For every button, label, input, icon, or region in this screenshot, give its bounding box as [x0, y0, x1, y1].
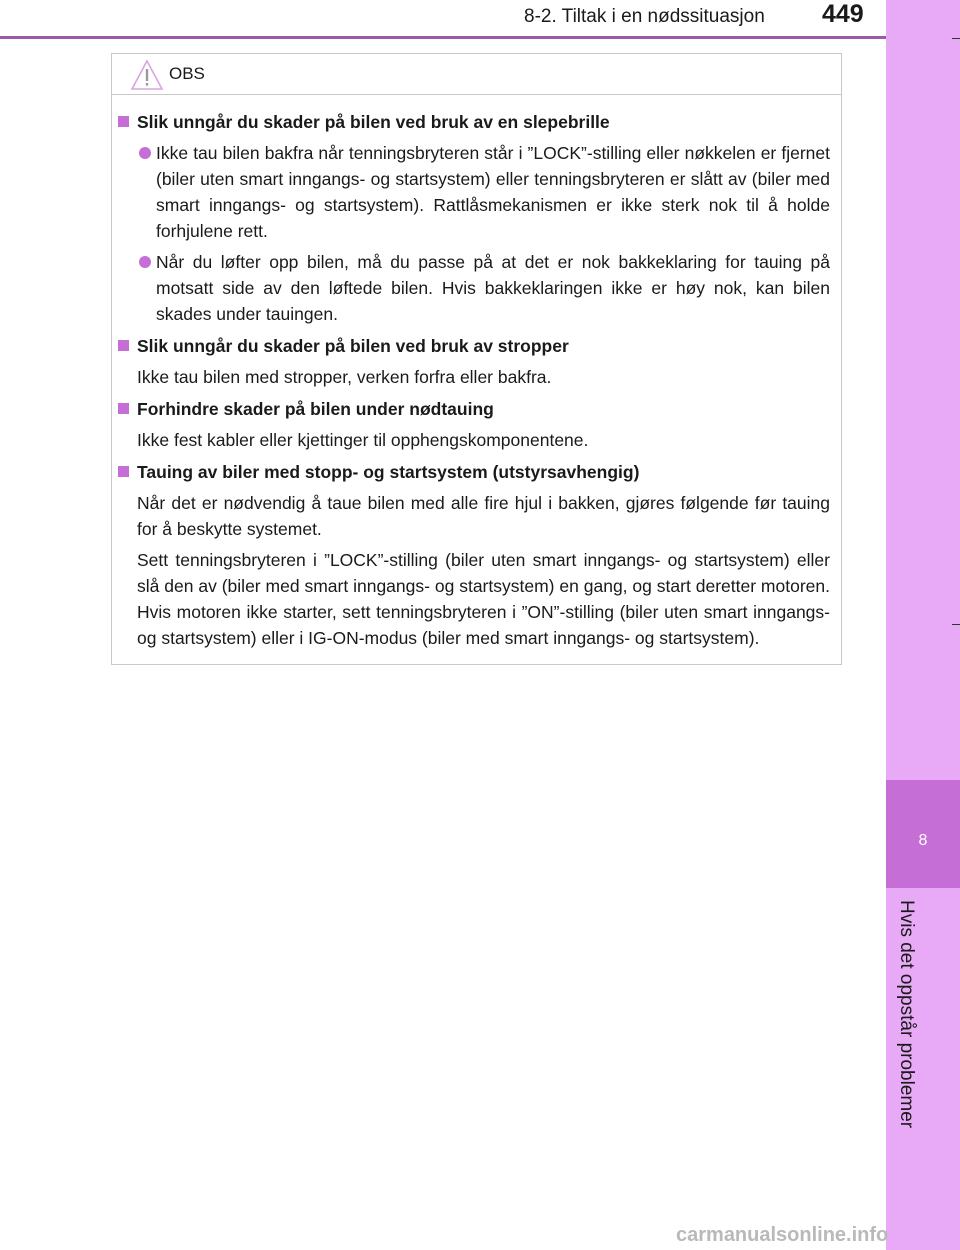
chapter-title: Hvis det oppstår problemer — [896, 900, 917, 1129]
warning-section — [112, 333, 841, 390]
list-item — [112, 140, 841, 244]
section-title — [112, 459, 841, 485]
round-bullet-icon — [139, 256, 151, 268]
page-number: 449 — [822, 0, 864, 28]
section-title-text: Slik unngår du skader på bilen ved bruk av en slepebrille — [137, 112, 610, 132]
header-divider — [0, 36, 886, 39]
paragraph: Ikke tau bilen med stropper, verken forfra eller bakfra. — [137, 367, 552, 387]
watermark: carmanualsonline.info — [676, 1224, 889, 1246]
section-header: 8-2. Tiltak i en nødssituasjon — [524, 6, 765, 27]
crop-mark — [952, 38, 960, 39]
warning-box — [111, 53, 842, 665]
section-title-text: Slik unngår du skader på bilen ved bruk av stropper — [137, 336, 569, 356]
warning-content — [112, 109, 841, 657]
section-title-text: Forhindre skader på bilen under nødtauing — [137, 399, 494, 419]
section-title — [112, 109, 841, 135]
square-bullet-icon — [118, 340, 129, 351]
warning-section — [112, 396, 841, 453]
square-bullet-icon — [118, 403, 129, 414]
warning-header — [112, 54, 841, 95]
warning-section — [112, 109, 841, 327]
section-title — [112, 396, 841, 422]
list-item-text: Når du løfter opp bilen, må du passe på at det er nok bakkeklaring for tauing på motsatt side av den løftede bilen. Hvis bakkeklaringen ikke er høy nok, kan bilen skades under tauingen. — [156, 252, 830, 324]
paragraph: Sett tenningsbryteren i ”LOCK”-stilling (biler uten smart inngangs- og startsystem) eller slå den av (biler med smart inngangs- og startsystem) en gang, og start deretter motoren. Hvis motoren ikke starter, sett tenningsbryteren i ”ON”-stilling (biler uten smart inngangs- og startsystem) eller i IG-ON-modus (biler med smart inngangs- og startsystem). — [137, 550, 830, 648]
list-item — [112, 249, 841, 327]
chapter-number: 8 — [918, 832, 928, 849]
paragraph: Når det er nødvendig å taue bilen med alle fire hjul i bakken, gjøres følgende før tauing for å beskytte systemet. — [137, 493, 830, 539]
warning-triangle-icon — [130, 59, 164, 91]
section-title — [112, 333, 841, 359]
square-bullet-icon — [118, 116, 129, 127]
crop-mark — [952, 624, 960, 625]
round-bullet-icon — [139, 147, 151, 159]
square-bullet-icon — [118, 466, 129, 477]
list-item-text: Ikke tau bilen bakfra når tenningsbryteren står i ”LOCK”-stilling eller nøkkelen er fjernet (biler uten smart inngangs- og startsystem) eller tenningsbryteren er slått av (biler med smart inngangs- og startsystem). Rattlåsmekanismen er ikke sterk nok til å holde forhjulene rett. — [156, 143, 830, 241]
section-title-text: Tauing av biler med stopp- og startsystem (utstyrsavhengig) — [137, 462, 640, 482]
warning-section — [112, 459, 841, 651]
paragraph: Ikke fest kabler eller kjettinger til opphengskomponentene. — [137, 430, 589, 450]
warning-label: OBS — [169, 64, 205, 83]
